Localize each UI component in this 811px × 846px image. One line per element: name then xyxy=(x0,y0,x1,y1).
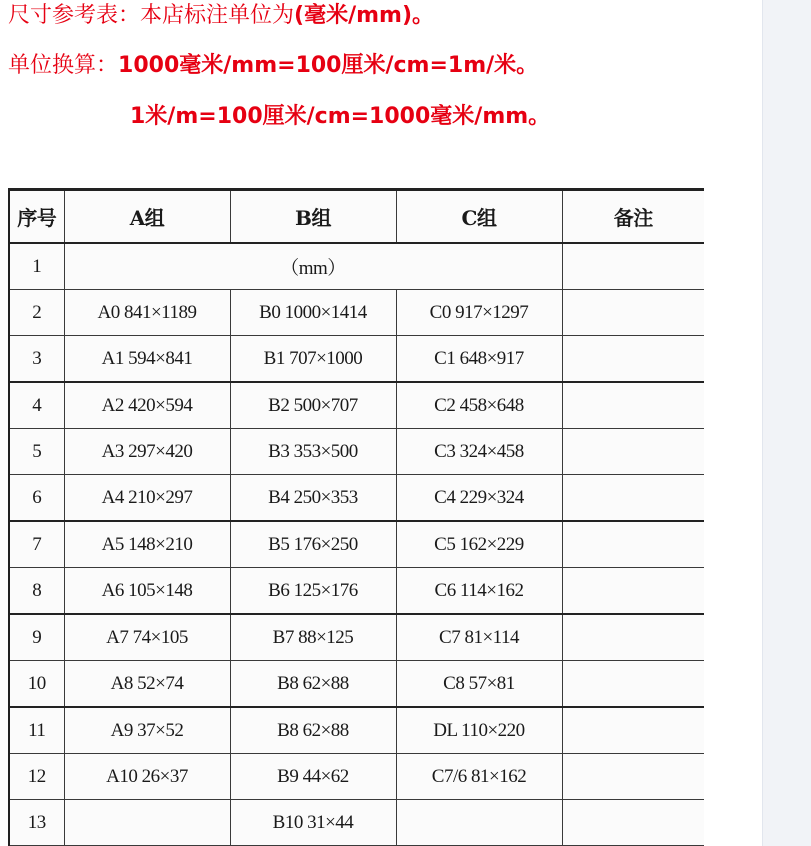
table-row xyxy=(9,661,704,708)
note-cell xyxy=(562,614,704,661)
header-group-c: C组 xyxy=(396,190,562,244)
group-a-cell: A2 420×594 xyxy=(64,382,230,429)
group-a-cell: A1 594×841 xyxy=(64,336,230,383)
group-a-cell xyxy=(64,800,230,846)
row-index: 1 xyxy=(9,243,64,290)
group-b-cell: B6 125×176 xyxy=(230,568,396,615)
row-index: 13 xyxy=(9,800,64,846)
size-table-image xyxy=(8,188,704,846)
table-row xyxy=(9,429,704,475)
note-cell xyxy=(562,661,704,708)
row-index: 10 xyxy=(9,661,64,708)
size-table xyxy=(8,188,704,846)
table-row xyxy=(9,754,704,800)
note-cell xyxy=(562,243,704,290)
unit-conversion-line xyxy=(8,52,538,80)
table-row xyxy=(9,521,704,568)
group-a-cell: A5 148×210 xyxy=(64,521,230,568)
group-c-cell: C6 114×162 xyxy=(396,568,562,615)
table-row xyxy=(9,475,704,522)
table-row xyxy=(9,290,704,336)
row-index: 3 xyxy=(9,336,64,383)
group-c-cell: C7/6 81×162 xyxy=(396,754,562,800)
group-b-cell: B10 31×44 xyxy=(230,800,396,846)
row-index: 7 xyxy=(9,521,64,568)
table-header-row xyxy=(9,190,704,244)
group-a-cell: A6 105×148 xyxy=(64,568,230,615)
table-row xyxy=(9,243,704,290)
row-index: 2 xyxy=(9,290,64,336)
note-cell xyxy=(562,800,704,846)
row-index: 5 xyxy=(9,429,64,475)
row-index: 8 xyxy=(9,568,64,615)
group-a-cell: A3 297×420 xyxy=(64,429,230,475)
table-row xyxy=(9,336,704,383)
note-cell xyxy=(562,290,704,336)
group-c-cell: C7 81×114 xyxy=(396,614,562,661)
note-cell xyxy=(562,475,704,522)
note-cell xyxy=(562,707,704,754)
group-b-cell: B7 88×125 xyxy=(230,614,396,661)
table-row xyxy=(9,707,704,754)
row-index: 4 xyxy=(9,382,64,429)
note-cell xyxy=(562,568,704,615)
group-b-cell: B1 707×1000 xyxy=(230,336,396,383)
group-b-cell: B8 62×88 xyxy=(230,661,396,708)
group-a-cell: A9 37×52 xyxy=(64,707,230,754)
note-cell xyxy=(562,382,704,429)
header-note: 备注 xyxy=(562,190,704,244)
note-cell xyxy=(562,521,704,568)
table-row xyxy=(9,568,704,615)
row-index: 11 xyxy=(9,707,64,754)
group-c-cell: C4 229×324 xyxy=(396,475,562,522)
unit-conversion-value-2: 1米/m=100厘米/cm=1000毫米/mm。 xyxy=(130,104,551,129)
group-b-cell: B2 500×707 xyxy=(230,382,396,429)
group-c-cell: DL 110×220 xyxy=(396,707,562,754)
group-a-cell: A8 52×74 xyxy=(64,661,230,708)
note-cell xyxy=(562,336,704,383)
row-index: 12 xyxy=(9,754,64,800)
group-a-cell: A10 26×37 xyxy=(64,754,230,800)
group-b-cell: B9 44×62 xyxy=(230,754,396,800)
unit-cell: （mm） xyxy=(64,243,562,290)
header-group-a: A组 xyxy=(64,190,230,244)
table-row xyxy=(9,614,704,661)
group-c-cell: C2 458×648 xyxy=(396,382,562,429)
group-b-cell: B8 62×88 xyxy=(230,707,396,754)
header-index: 序号 xyxy=(9,190,64,244)
size-reference-title xyxy=(8,2,434,30)
row-index: 6 xyxy=(9,475,64,522)
note-cell xyxy=(562,754,704,800)
group-b-cell: B0 1000×1414 xyxy=(230,290,396,336)
group-c-cell: C5 162×229 xyxy=(396,521,562,568)
group-b-cell: B3 353×500 xyxy=(230,429,396,475)
group-a-cell: A7 74×105 xyxy=(64,614,230,661)
page-side-panel xyxy=(762,0,811,846)
group-c-cell: C8 57×81 xyxy=(396,661,562,708)
row-index: 9 xyxy=(9,614,64,661)
header-group-b: B组 xyxy=(230,190,396,244)
unit-conversion-line-2 xyxy=(130,103,550,131)
table-row xyxy=(9,382,704,429)
table-row xyxy=(9,800,704,846)
unit-note: (毫米/mm)。 xyxy=(294,3,435,28)
unit-conversion-value: 1000毫米/mm=100厘米/cm=1m/米。 xyxy=(118,53,539,78)
group-b-cell: B5 176×250 xyxy=(230,521,396,568)
size-reference-label: 尺寸参考表：本店标注单位为 xyxy=(8,3,295,28)
note-cell xyxy=(562,429,704,475)
unit-conversion-label: 单位换算： xyxy=(8,53,119,78)
group-c-cell: C0 917×1297 xyxy=(396,290,562,336)
group-b-cell: B4 250×353 xyxy=(230,475,396,522)
group-a-cell: A0 841×1189 xyxy=(64,290,230,336)
group-c-cell: C1 648×917 xyxy=(396,336,562,383)
group-a-cell: A4 210×297 xyxy=(64,475,230,522)
group-c-cell: C3 324×458 xyxy=(396,429,562,475)
group-c-cell xyxy=(396,800,562,846)
